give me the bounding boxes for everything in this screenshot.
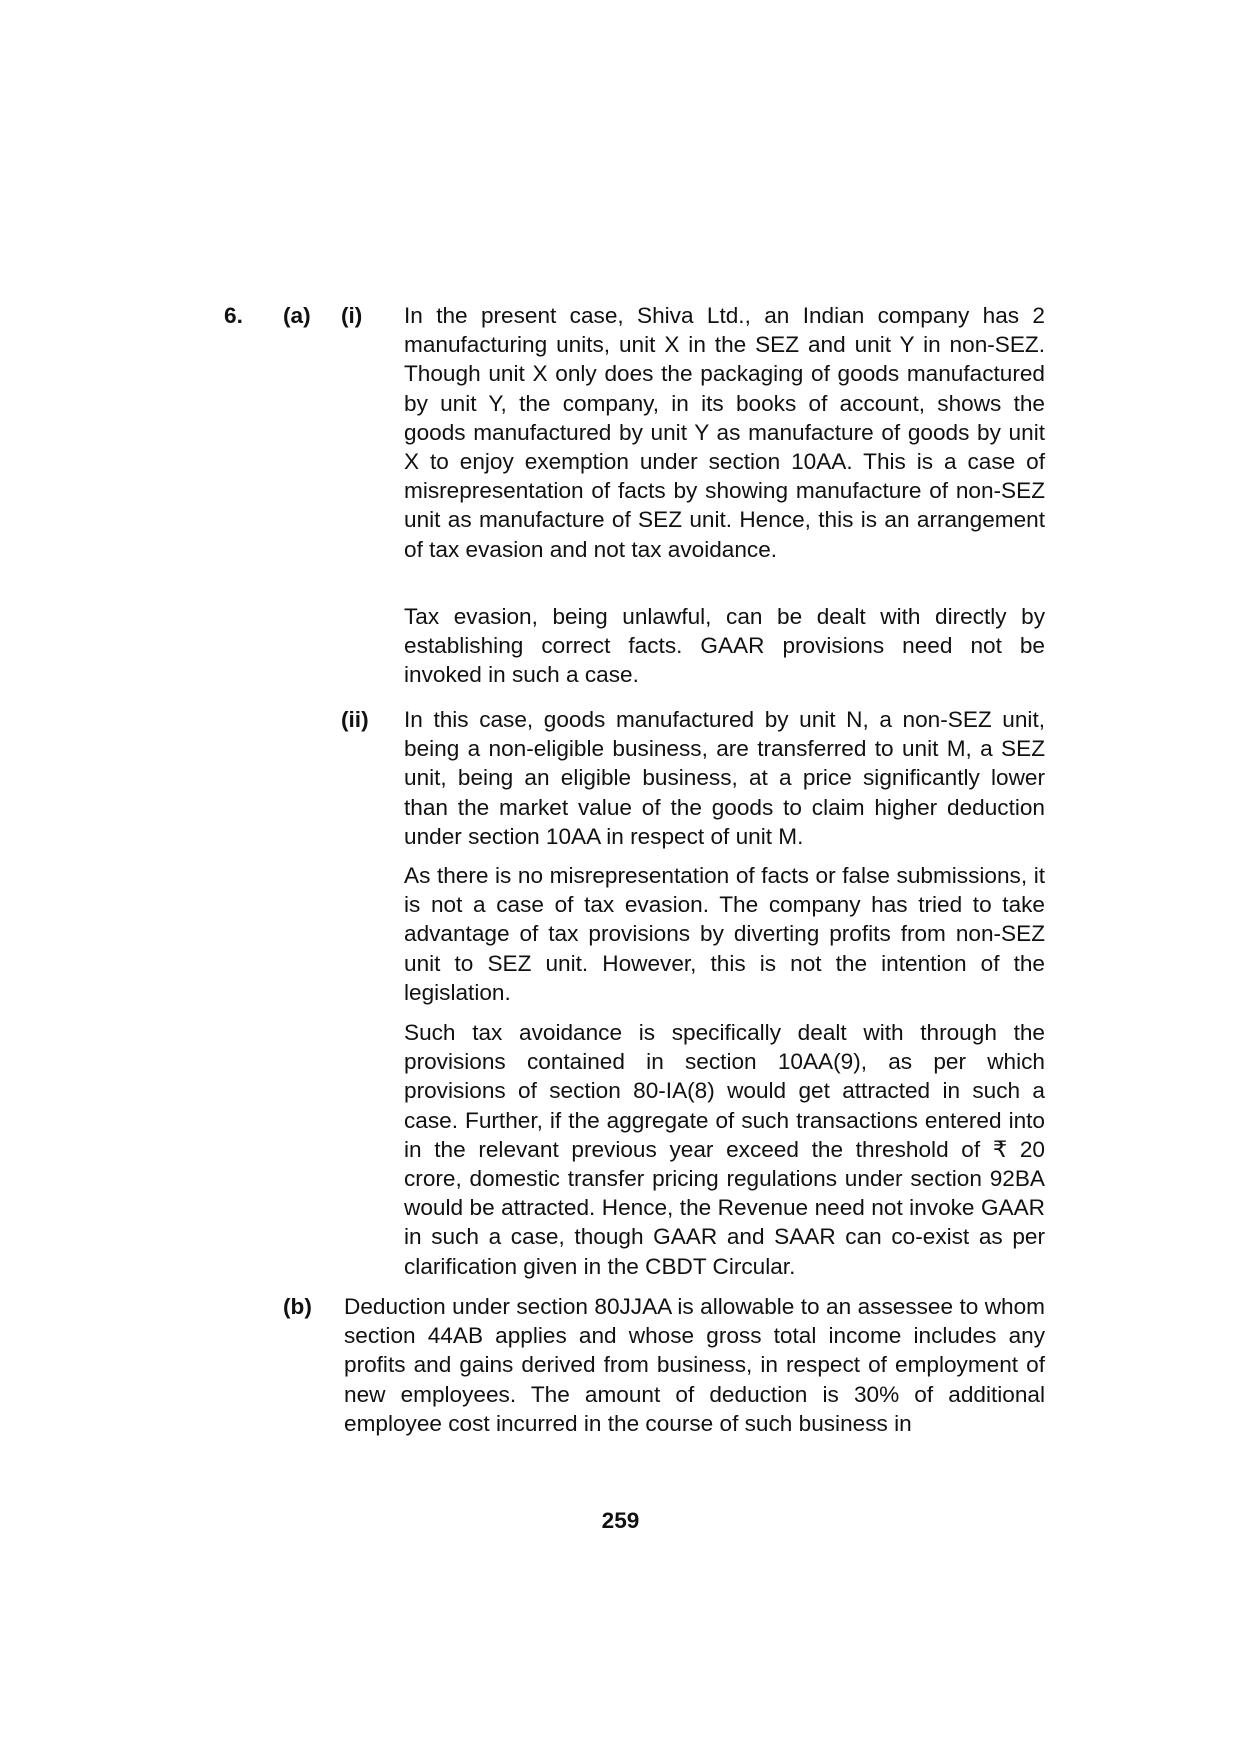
subpart-i-paragraph-2: Tax evasion, being unlawful, can be dealt with directly by establishing correct facts. GAAR provisions need not be invoked in such a case. [404,604,1045,688]
subpart-ii-paragraph-3: Such tax avoidance is specifically dealt with through the provisions contained in section 10AA(9), as per which provisions of section 80-IA(8) would get attracted in such a case. Further, if the aggregate of such transactions entered into in the relevant previous year exceed the threshold of ₹ 20 crore, domestic transfer pricing regulations under section 92BA would be attracted. Hence, the Revenue need not invoke GAAR in such a case, though GAAR and SAAR can co-exist as per clarification given in the CBDT Circular. [404,1020,1045,1279]
subpart-ii-paragraph-2: As there is no misrepresentation of facts or false submissions, it is not a case of tax evasion. The company has tried to take advantage of tax provisions by diverting profits from non-SEZ unit to SEZ unit. However, this is not the intention of the legislation. [404,863,1045,1005]
subpart-i-paragraph-1: In the present case, Shiva Ltd., an Indian company has 2 manufacturing units, unit X in the SEZ and unit Y in non-SEZ. Though unit X only does the packaging of goods manufactured by unit Y, the company, in its books of account, shows the goods manufactured by unit Y as manufacture of goods by unit X to enjoy exemption under section 10AA. This is a case of misrepresentation of facts by showing manufacture of non-SEZ unit as manufacture of SEZ unit. Hence, this is an arrangement of tax evasion and not tax avoidance. [404,303,1045,562]
subpart-ii-label: (ii) [341,707,369,732]
subpart-ii-paragraph-1: In this case, goods manufactured by unit N, a non-SEZ unit, being a non-eligible business, are transferred to unit M, a SEZ unit, being an eligible business, at a price significantly lower than the market value of the goods to claim higher deduction under section 10AA in respect of unit M. [404,707,1045,849]
part-b-label: (b) [283,1294,312,1319]
question-number: 6. [224,303,243,328]
page-number: 259 [601,1508,640,1533]
subpart-i-label: (i) [341,303,363,328]
part-a-label: (a) [283,303,311,328]
part-b-paragraph-1: Deduction under section 80JJAA is allowable to an assessee to whom section 44AB applies and whose gross total income includes any profits and gains derived from business, in respect of employment of new employees. The amount of deduction is 30% of additional employee cost incurred in the course of such business in [344,1294,1045,1436]
